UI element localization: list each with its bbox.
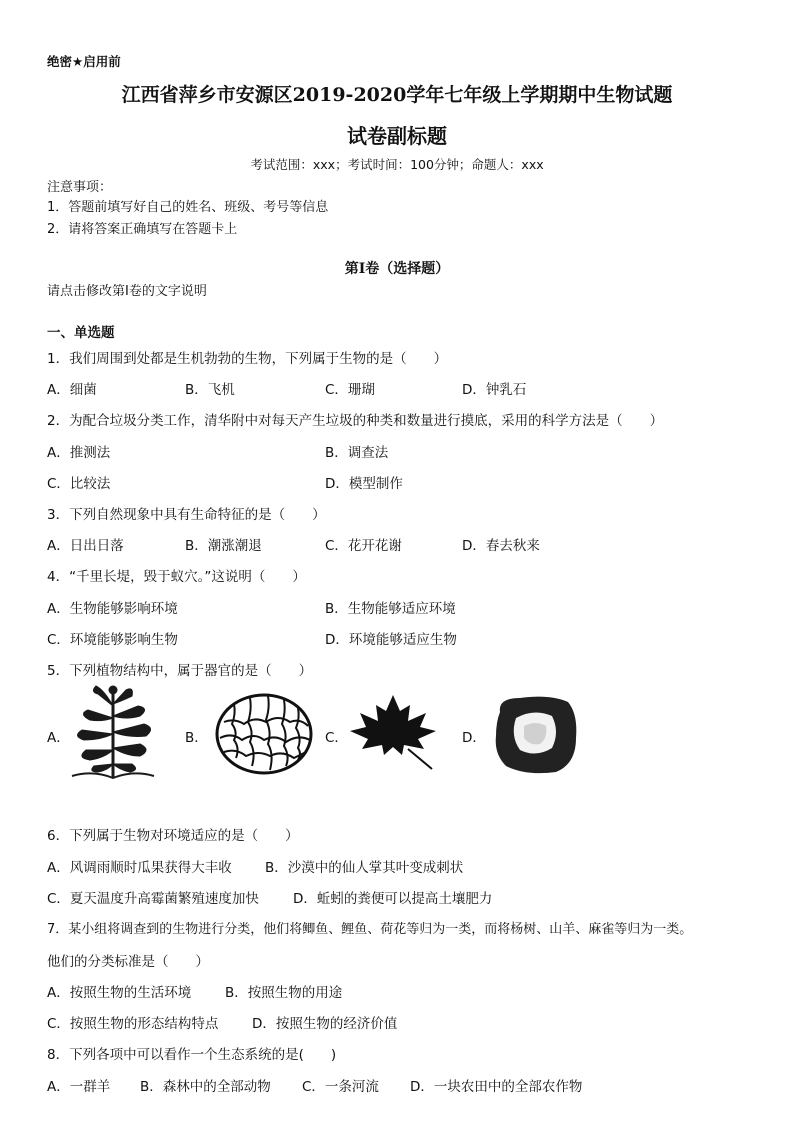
option-b: B．调查法	[325, 445, 389, 461]
question-stem: 6．下列属于生物对环境适应的是（ ）	[47, 828, 299, 844]
notice-item: 1．答题前填写好自己的姓名、班级、考号等信息	[47, 200, 329, 215]
option-b: B．生物能够适应环境	[325, 601, 456, 617]
exam-title: 江西省萍乡市安源区2019-2020学年七年级上学期期中生物试题	[121, 84, 673, 106]
exam-subtitle: 试卷副标题	[347, 124, 447, 148]
fruit-image	[490, 692, 580, 776]
option-d: D．按照生物的经济价值	[252, 1016, 398, 1032]
question-stem: 2．为配合垃圾分类工作，清华附中对每天产生垃圾的种类和数量进行摸底，采用的科学方法是（ ）	[47, 413, 664, 429]
option-a: A．日出日落	[47, 538, 124, 554]
question-stem: 1．我们周围到处都是生机勃勃的生物，下列属于生物的是（ ）	[47, 351, 448, 367]
option-d: D．春去秋来	[462, 538, 540, 554]
option-d: D．蚯蚓的粪便可以提高土壤肥力	[293, 891, 493, 907]
option-a: A．	[47, 730, 70, 746]
option-b: B．飞机	[185, 382, 235, 398]
option-d: D．一块农田中的全部农作物	[410, 1079, 583, 1095]
option-c: C．夏天温度升高霉菌繁殖速度加快	[47, 891, 259, 907]
question-stem: 3．下列自然现象中具有生命特征的是（ ）	[47, 507, 326, 523]
option-a: A．生物能够影响环境	[47, 601, 178, 617]
question-stem: 4．“千里长堤，毁于蚁穴。”这说明（ ）	[47, 569, 306, 585]
question-stem: 7．某小组将调查到的生物进行分类，他们将鲫鱼、鲤鱼、荷花等归为一类，而将杨树、山羊、麻雀等归为一类。	[47, 922, 693, 937]
question-stem-continued: 他们的分类标准是（ ）	[47, 954, 209, 970]
section-hint: 请点击修改第I卷的文字说明	[47, 284, 207, 299]
option-c: C．环境能够影响生物	[47, 632, 178, 648]
plant-image	[68, 684, 158, 782]
option-b: B．森林中的全部动物	[140, 1079, 271, 1095]
question-stem: 5．下列植物结构中，属于器官的是（ ）	[47, 663, 313, 679]
question-stem: 8．下列各项中可以看作一个生态系统的是( )	[47, 1047, 337, 1063]
option-d: D．环境能够适应生物	[325, 632, 457, 648]
option-b: B．沙漠中的仙人掌其叶变成刺状	[265, 860, 464, 876]
part-heading: 一、单选题	[47, 325, 115, 341]
option-b: B．潮涨潮退	[185, 538, 262, 554]
option-d: D．模型制作	[325, 476, 403, 492]
notice-heading: 注意事项：	[47, 180, 113, 195]
option-a: A．按照生物的生活环境	[47, 985, 192, 1001]
option-b: B．按照生物的用途	[225, 985, 343, 1001]
option-a: A．细菌	[47, 382, 97, 398]
option-c: C．比较法	[47, 476, 111, 492]
option-c: C．珊瑚	[325, 382, 375, 398]
notice-item: 2．请将答案正确填写在答题卡上	[47, 222, 238, 237]
option-a: A．一群羊	[47, 1079, 111, 1095]
option-c: C．花开花谢	[325, 538, 402, 554]
option-c: C．一条河流	[302, 1079, 379, 1095]
section-title: 第I卷（选择题）	[344, 261, 450, 277]
option-a: A．风调雨顺时瓜果获得大丰收	[47, 860, 232, 876]
option-c: C．	[325, 730, 348, 746]
option-a: A．推测法	[47, 445, 111, 461]
cell-tissue-image	[214, 692, 314, 776]
option-d: D．钟乳石	[462, 382, 527, 398]
option-d: D．	[462, 730, 486, 746]
option-c: C．按照生物的形态结构特点	[47, 1016, 219, 1032]
confidential-label: 绝密★启用前	[47, 54, 121, 69]
option-b: B．	[185, 730, 208, 746]
exam-info: 考试范围：xxx；考试时间：100分钟；命题人：xxx	[250, 157, 544, 172]
leaf-image	[348, 693, 438, 773]
